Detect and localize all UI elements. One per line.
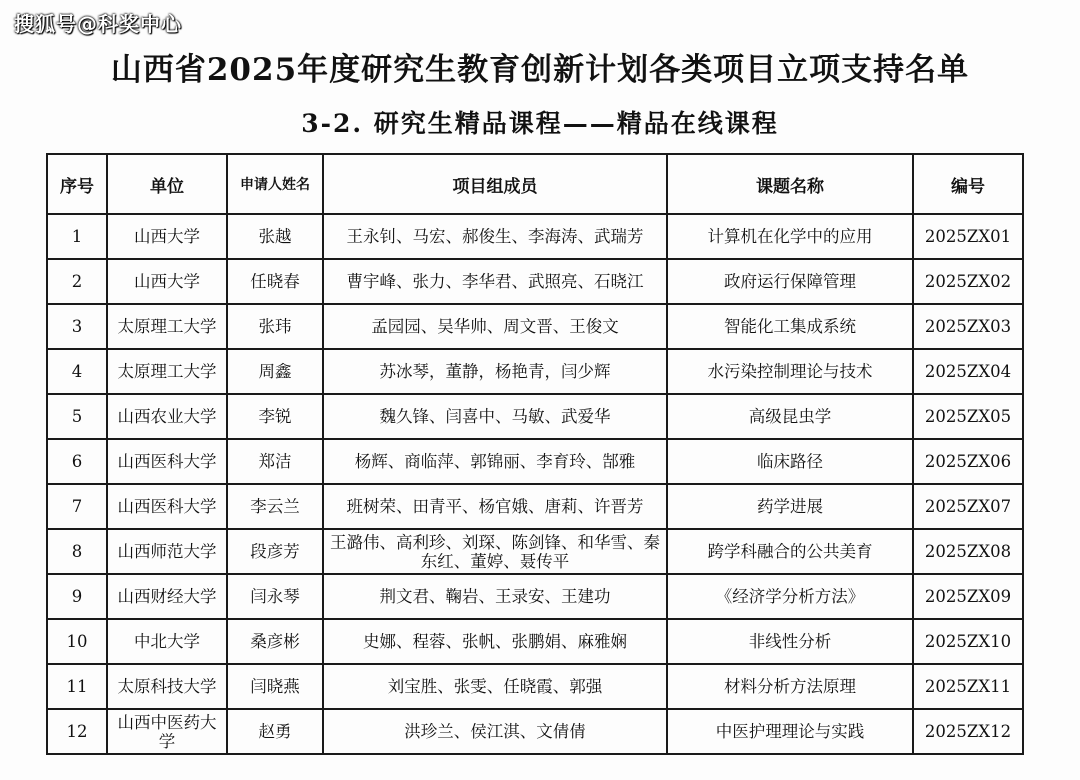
header-course: 课题名称 — [667, 154, 913, 214]
cell-course: 计算机在化学中的应用 — [667, 214, 913, 259]
cell-members: 刘宝胜、张雯、任晓霞、郭强 — [323, 664, 667, 709]
cell-course: 材料分析方法原理 — [667, 664, 913, 709]
cell-members: 苏冰琴，董静，杨艳青，闫少辉 — [323, 349, 667, 394]
header-code: 编号 — [913, 154, 1023, 214]
cell-index: 3 — [47, 304, 107, 349]
cell-code: 2025ZX03 — [913, 304, 1023, 349]
cell-course: 药学进展 — [667, 484, 913, 529]
cell-unit: 太原科技大学 — [107, 664, 227, 709]
cell-applicant: 张玮 — [227, 304, 323, 349]
cell-members: 魏久锋、闫喜中、马敏、武爱华 — [323, 394, 667, 439]
cell-course: 《经济学分析方法》 — [667, 574, 913, 619]
cell-unit: 山西医科大学 — [107, 439, 227, 484]
cell-members: 曹宇峰、张力、李华君、武照亮、石晓江 — [323, 259, 667, 304]
header-index: 序号 — [47, 154, 107, 214]
cell-applicant: 任晓春 — [227, 259, 323, 304]
cell-index: 7 — [47, 484, 107, 529]
cell-index: 12 — [47, 709, 107, 754]
cell-unit: 太原理工大学 — [107, 304, 227, 349]
cell-members: 孟园园、吴华帅、周文晋、王俊文 — [323, 304, 667, 349]
cell-members: 杨辉、商临萍、郭锦丽、李育玲、郜雅 — [323, 439, 667, 484]
cell-code: 2025ZX05 — [913, 394, 1023, 439]
cell-index: 10 — [47, 619, 107, 664]
cell-members: 王永钊、马宏、郝俊生、李海涛、武瑞芳 — [323, 214, 667, 259]
cell-code: 2025ZX02 — [913, 259, 1023, 304]
cell-unit: 山西师范大学 — [107, 529, 227, 574]
cell-unit: 山西大学 — [107, 259, 227, 304]
cell-course: 高级昆虫学 — [667, 394, 913, 439]
table-header-row — [47, 154, 1023, 214]
cell-unit: 山西医科大学 — [107, 484, 227, 529]
cell-index: 8 — [47, 529, 107, 574]
cell-applicant: 周鑫 — [227, 349, 323, 394]
cell-index: 5 — [47, 394, 107, 439]
cell-applicant: 闫永琴 — [227, 574, 323, 619]
table-row — [47, 304, 1023, 349]
cell-unit: 山西中医药大学 — [107, 709, 227, 754]
cell-unit: 中北大学 — [107, 619, 227, 664]
table-row — [47, 574, 1023, 619]
watermark: 搜狐号@科奖中心 — [14, 12, 182, 36]
cell-code: 2025ZX04 — [913, 349, 1023, 394]
cell-unit: 山西财经大学 — [107, 574, 227, 619]
table-row — [47, 439, 1023, 484]
header-applicant: 申请人姓名 — [227, 154, 323, 214]
cell-course: 智能化工集成系统 — [667, 304, 913, 349]
cell-applicant: 李锐 — [227, 394, 323, 439]
cell-unit: 太原理工大学 — [107, 349, 227, 394]
cell-code: 2025ZX10 — [913, 619, 1023, 664]
cell-members: 王潞伟、高利珍、刘琛、陈剑锋、和华雪、秦东红、董婷、聂传平 — [323, 529, 667, 574]
cell-code: 2025ZX12 — [913, 709, 1023, 754]
cell-applicant: 李云兰 — [227, 484, 323, 529]
table-row — [47, 349, 1023, 394]
cell-code: 2025ZX07 — [913, 484, 1023, 529]
cell-unit: 山西大学 — [107, 214, 227, 259]
header-members: 项目组成员 — [323, 154, 667, 214]
table-body — [47, 214, 1023, 754]
cell-index: 2 — [47, 259, 107, 304]
cell-code: 2025ZX01 — [913, 214, 1023, 259]
cell-course: 非线性分析 — [667, 619, 913, 664]
table-row — [47, 709, 1023, 754]
cell-applicant: 张越 — [227, 214, 323, 259]
cell-code: 2025ZX09 — [913, 574, 1023, 619]
cell-course: 中医护理理论与实践 — [667, 709, 913, 754]
cell-code: 2025ZX08 — [913, 529, 1023, 574]
header-unit: 单位 — [107, 154, 227, 214]
cell-members: 班树荣、田青平、杨官娥、唐莉、许晋芳 — [323, 484, 667, 529]
cell-members: 洪珍兰、侯江淇、文倩倩 — [323, 709, 667, 754]
cell-index: 1 — [47, 214, 107, 259]
document-title: 山西省2025年度研究生教育创新计划各类项目立项支持名单 — [110, 52, 970, 88]
table-row — [47, 484, 1023, 529]
table-row — [47, 619, 1023, 664]
cell-applicant: 桑彦彬 — [227, 619, 323, 664]
cell-index: 4 — [47, 349, 107, 394]
table-row — [47, 214, 1023, 259]
cell-members: 荆文君、鞠岩、王录安、王建功 — [323, 574, 667, 619]
cell-applicant: 郑洁 — [227, 439, 323, 484]
document-subtitle: 3-2. 研究生精品课程——精品在线课程 — [301, 109, 779, 138]
cell-applicant: 闫晓燕 — [227, 664, 323, 709]
cell-index: 11 — [47, 664, 107, 709]
cell-unit: 山西农业大学 — [107, 394, 227, 439]
cell-course: 政府运行保障管理 — [667, 259, 913, 304]
cell-members: 史娜、程蓉、张帆、张鹏娟、麻雅娴 — [323, 619, 667, 664]
table-row — [47, 664, 1023, 709]
cell-applicant: 赵勇 — [227, 709, 323, 754]
cell-course: 临床路径 — [667, 439, 913, 484]
cell-code: 2025ZX11 — [913, 664, 1023, 709]
cell-course: 水污染控制理论与技术 — [667, 349, 913, 394]
table-row — [47, 259, 1023, 304]
cell-code: 2025ZX06 — [913, 439, 1023, 484]
cell-applicant: 段彦芳 — [227, 529, 323, 574]
table-row — [47, 529, 1023, 574]
project-table — [46, 153, 1024, 755]
cell-index: 9 — [47, 574, 107, 619]
cell-index: 6 — [47, 439, 107, 484]
cell-course: 跨学科融合的公共美育 — [667, 529, 913, 574]
table-row — [47, 394, 1023, 439]
